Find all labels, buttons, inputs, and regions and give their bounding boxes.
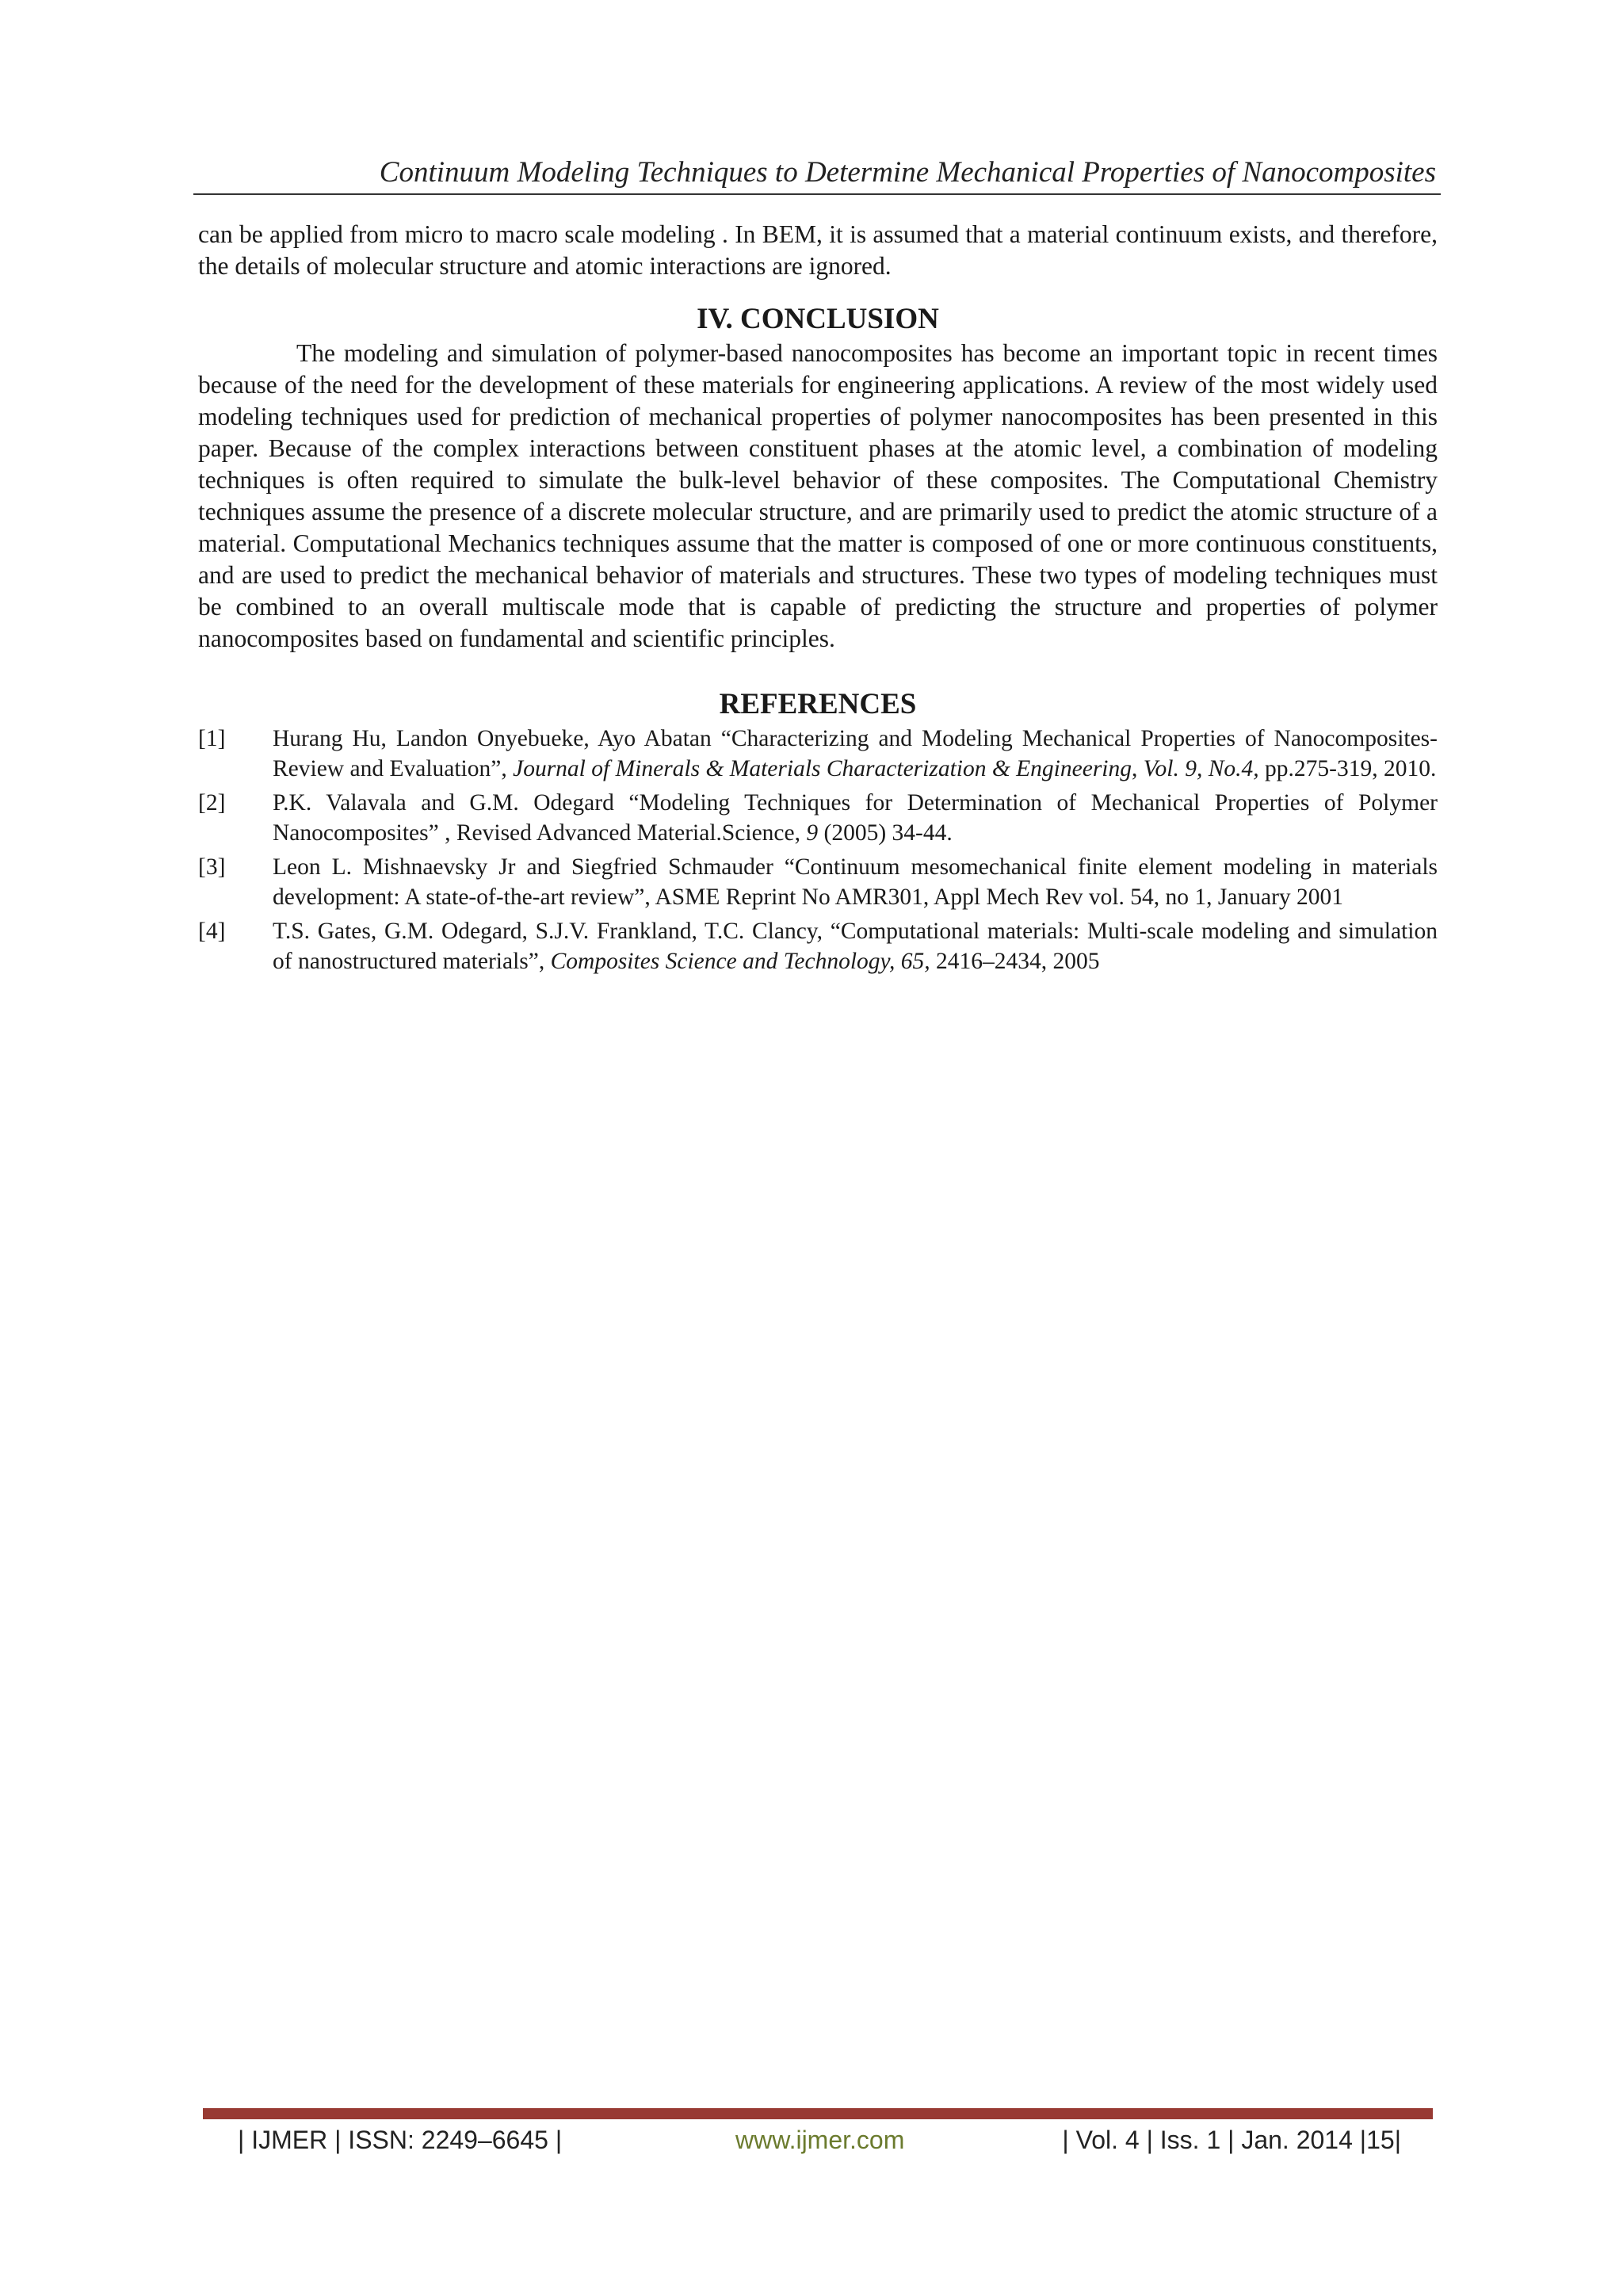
footer-website-link[interactable]: www.ijmer.com — [735, 2126, 905, 2154]
references-list — [198, 724, 1438, 976]
reference-journal: Composites Science and Technology, 65, — [550, 948, 930, 974]
reference-item — [198, 853, 1438, 912]
reference-text-part: Hurang Hu, Landon Onyebueke, Ayo Abatan “Characterizing and Modeling Mechanical Properties of Nanocomposites- Review and Evaluation”, — [273, 726, 1438, 781]
reference-text-part: pp.275-319, 2010. — [1258, 755, 1437, 781]
footer-issue-page: | Vol. 4 | Iss. 1 | Jan. 2014 |15| — [1062, 2126, 1401, 2154]
reference-number: [2] — [198, 790, 226, 816]
conclusion-paragraph: The modeling and simulation of polymer-based nanocomposites has become an important topic in recent times because of the need for the development of these materials for engineering applications. A review of the most widely used modeling techniques used for prediction of mechanical properties of polymer nanocomposites has been presented in this paper. Because of the complex interactions between constituent phases at the atomic level, a combination of modeling techniques is often required to simulate the bulk-level behavior of these composites. The Computational Chemistry techniques assume the presence of a discrete molecular structure, and are primarily used to predict the atomic structure of a material. Computational Mechanics techniques assume that the matter is composed of one or more continuous constituents, and are used to predict the mechanical behavior of materials and structures. These two types of modeling techniques must be combined to an overall multiscale mode that is capable of predicting the structure and properties of polymer nanocomposites based on fundamental and scientific principles. — [198, 339, 1438, 652]
references-heading: REFERENCES — [719, 688, 917, 720]
running-title: Continuum Modeling Techniques to Determine Mechanical Properties of Nanocomposites — [379, 156, 1436, 189]
reference-journal: Journal of Minerals & Materials Characterization & Engineering — [513, 755, 1132, 781]
reference-text — [273, 724, 1438, 784]
reference-number: [3] — [198, 854, 226, 880]
reference-text — [273, 789, 1438, 848]
reference-text-part: , — [1132, 755, 1144, 781]
reference-number: [1] — [198, 726, 226, 751]
page-footer — [238, 2126, 1401, 2165]
continuation-paragraph: can be applied from micro to macro scale modeling . In BEM, it is assumed that a material continuum exists, and therefore, the details of molecular structure and atomic interactions are ignored. — [198, 220, 1438, 280]
page-content — [198, 219, 1438, 981]
reference-text — [273, 917, 1438, 976]
conclusion-heading: IV. CONCLUSION — [697, 303, 939, 335]
reference-number: [4] — [198, 919, 226, 944]
reference-text-part: (2005) 34-44. — [818, 819, 953, 846]
reference-text-part: P.K. Valavala and G.M. Odegard “Modeling Techniques for Determination of Mechanical Properties of Polymer Nanocomposites” , Revised Advanced Material.Science, — [273, 790, 1438, 846]
reference-text-part: T.S. Gates, G.M. Odegard, S.J.V. Frankland, T.C. Clancy, “Computational materials: Multi-scale modeling and simulation of nanostructured materials”, — [273, 919, 1438, 974]
reference-item — [198, 724, 1438, 784]
footer-journal-info: | IJMER | ISSN: 2249–6645 | — [238, 2126, 563, 2154]
reference-item — [198, 789, 1438, 848]
footer-divider-bar — [203, 2108, 1433, 2119]
running-header — [193, 152, 1441, 195]
reference-text: Leon L. Mishnaevsky Jr and Siegfried Schmauder “Continuum mesomechanical finite element modeling in materials development: A state-of-the-art review”, ASME Reprint No AMR301, Appl Mech Rev vol. 54, no 1, January 2001 — [273, 854, 1438, 910]
reference-volume: 9 — [806, 819, 819, 846]
reference-text-part: 2416–2434, 2005 — [930, 948, 1100, 974]
reference-volume: Vol. 9, No.4, — [1143, 755, 1259, 781]
reference-item — [198, 917, 1438, 976]
